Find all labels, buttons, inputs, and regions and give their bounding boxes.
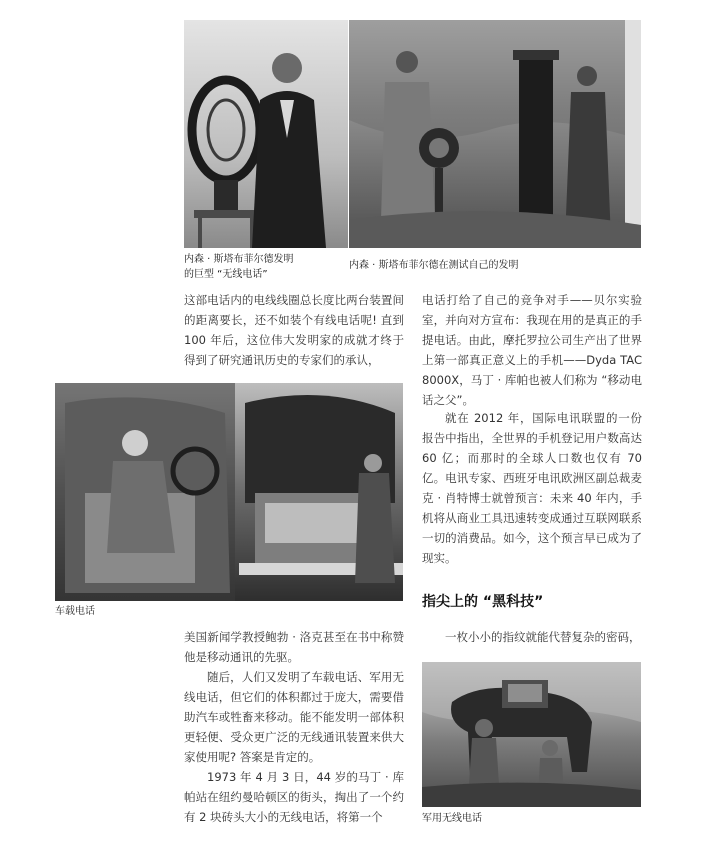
- military-radio-photo: [422, 662, 641, 807]
- paragraph-martin-cooper: 1973 年 4 月 3 日，44 岁的马丁 · 库帕站在纽约曼哈顿区的街头，掏出了一个约有 2 块砖头大小的无线电话，将第一个: [184, 770, 404, 824]
- paragraph-first-call: 电话打给了自己的竞争对手——贝尔实验室，并向对方宣布：我现在用的是真正的手提电话。由此，摩托罗拉公司生产出了世界上第一部真正意义上的手机——Dyda TAC 8000X，马丁 · 库帕也被人们称为 “移动电话之父”。: [422, 293, 642, 407]
- paragraph-fingerprint: 一枚小小的指纹就能代替复杂的密码，: [445, 630, 641, 644]
- man-with-radio-coil-photo: [184, 20, 348, 248]
- military-radio-horse-photo: [422, 662, 641, 807]
- paragraph-pioneer: 美国新闻学教授鲍勃 · 洛克甚至在书中称赞他是移动通讯的先驱。: [184, 630, 404, 664]
- outdoor-radio-test-photo: [349, 20, 641, 248]
- caption-car-phone: 车载电话: [55, 606, 95, 617]
- caption-line: 的巨型 “无线电话”: [184, 269, 268, 280]
- caption-stubblefield-testing: 内森 · 斯塔布菲尔德在测试自己的发明: [349, 260, 519, 271]
- car-phone-photo: [55, 383, 403, 601]
- caption-stubblefield-portrait: [184, 252, 334, 282]
- stubblefield-testing-photo: [349, 20, 641, 248]
- car-phone-photo: [55, 383, 403, 601]
- paragraph-car-military: 随后，人们又发明了车载电话、军用无线电话，但它们的体积都过于庞大，需要借助汽车或牲畜来移动。能不能发明一部体积更轻便、受众更广泛的无线通讯装置来供大家使用呢? 答案是肯定的。: [184, 670, 404, 764]
- paragraph-2012-report: 就在 2012 年，国际电讯联盟的一份报告中指出，全世界的手机登记用户数高达 60 亿；而那时的全球人口数也仅有 70 亿。电讯专家、西班牙电讯欧洲区副总裁麦克 · 肖特博士就曾预言：未来 40 年内，手机将从商业工具迅速转变成通过互联网联系一切的消费品。如今，这个预言早已成为了现实。: [422, 411, 642, 565]
- caption-military-radio: 军用无线电话: [422, 813, 482, 824]
- caption-line: 内森 · 斯塔布菲尔德发明: [184, 254, 294, 265]
- section-heading-fingertip-tech: 指尖上的 “黑科技”: [422, 594, 544, 610]
- paragraph-coil-length: 这部电话内的电线线圈总长度比两台装置间的距离要长，还不如装个有线电话呢! 直到 100 年后，这位伟大发明家的成就才终于得到了研究通讯历史的专家们的承认，: [184, 293, 404, 367]
- stubblefield-portrait-photo: [184, 20, 348, 248]
